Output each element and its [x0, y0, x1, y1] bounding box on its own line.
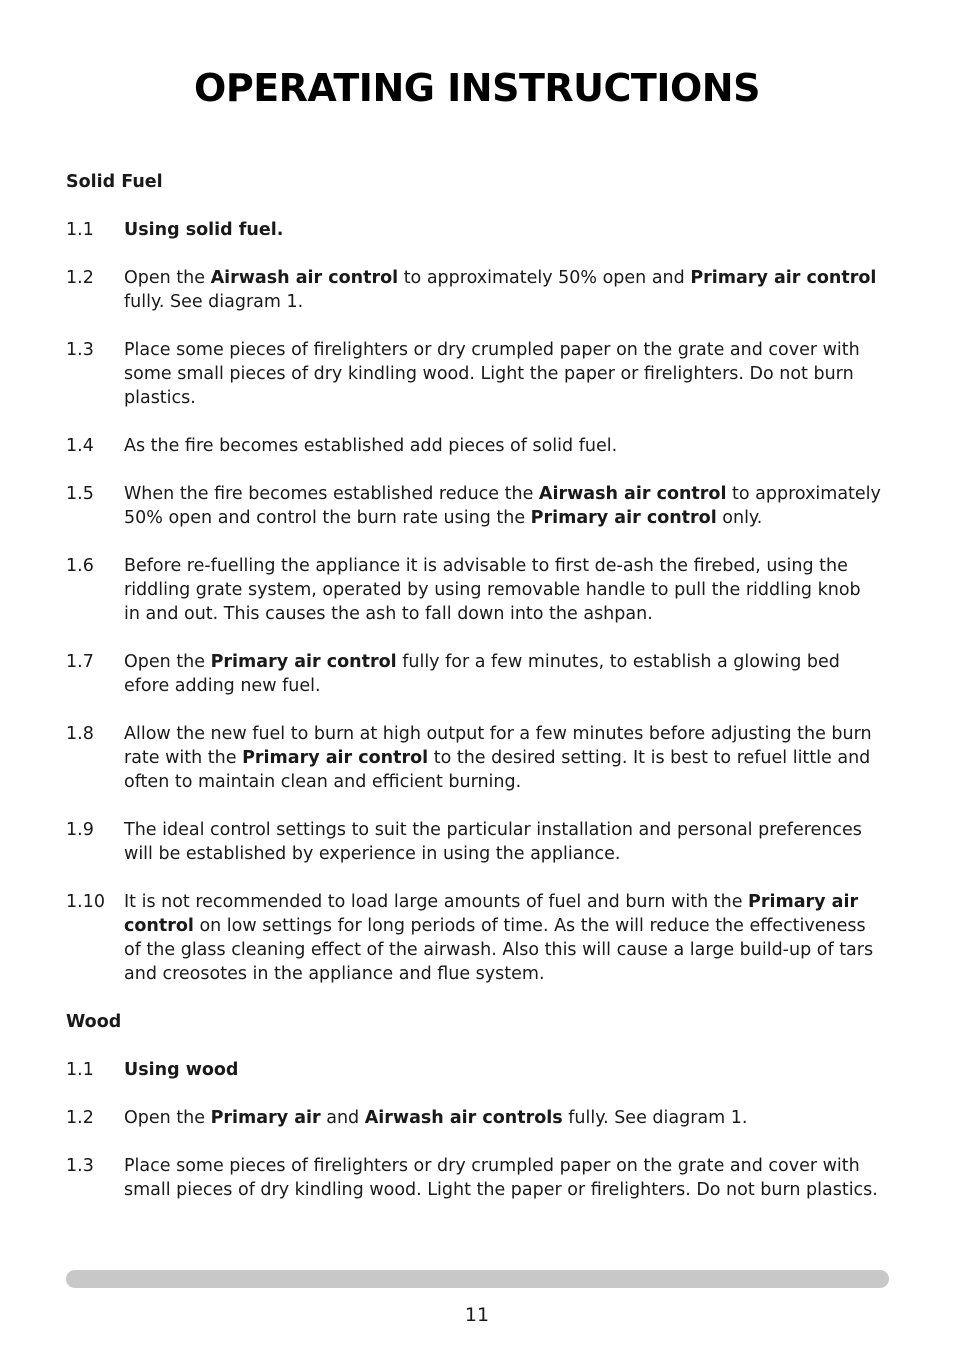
emphasis-text: Primary air — [210, 1108, 321, 1128]
instruction-item — [66, 722, 881, 794]
instruction-number: 1.2 — [66, 1108, 94, 1128]
instruction-item — [66, 890, 881, 986]
instruction-text — [124, 818, 881, 866]
page-title: OPERATING INSTRUCTIONS — [194, 66, 760, 110]
instruction-number: 1.3 — [66, 1156, 94, 1176]
instruction-item — [66, 1106, 881, 1130]
instruction-item — [66, 1058, 881, 1082]
body-text: only. — [716, 508, 763, 528]
body-text: When the fire becomes established reduce the — [124, 484, 539, 504]
emphasis-text: Airwash air controls — [364, 1108, 563, 1128]
instruction-item — [66, 554, 881, 626]
instruction-item — [66, 434, 881, 458]
instruction-number: 1.10 — [66, 892, 105, 912]
body-text: Open the — [124, 1108, 211, 1128]
emphasis-text: Primary air control — [530, 508, 717, 528]
instruction-number: 1.4 — [66, 436, 94, 456]
instruction-number: 1.7 — [66, 652, 94, 672]
instruction-item — [66, 818, 881, 866]
body-text: fully. See diagram 1. — [562, 1108, 748, 1128]
body-text: Open the — [124, 652, 211, 672]
instruction-item — [66, 338, 881, 410]
body-text: Open the — [124, 268, 211, 288]
emphasis-text: Primary air control — [210, 652, 397, 672]
instruction-text — [124, 1106, 881, 1130]
instruction-number: 1.1 — [66, 220, 94, 240]
body-text: As the fire becomes established add pieces of solid fuel. — [124, 436, 618, 456]
instruction-text — [124, 554, 881, 626]
instruction-item — [66, 482, 881, 530]
instruction-text — [124, 218, 881, 242]
emphasis-text: Using solid fuel. — [124, 220, 284, 240]
body-text: on low settings for long periods of time. As the will reduce the effectiveness of the glass cleaning effect of the airwash. Also this will cause a large build-up of tars and creosotes in the appliance and flue system. — [124, 916, 874, 984]
body-text: It is not recommended to load large amounts of fuel and burn with the — [124, 892, 749, 912]
instruction-text — [124, 890, 881, 986]
instruction-item — [66, 1154, 881, 1202]
page-number: 11 — [464, 1304, 490, 1326]
emphasis-text: Primary air control — [690, 268, 877, 288]
body-text: fully. See diagram 1. — [124, 292, 304, 312]
instruction-text — [124, 1154, 881, 1202]
instruction-text — [124, 434, 881, 458]
instruction-number: 1.2 — [66, 268, 94, 288]
emphasis-text: Primary air control — [242, 748, 429, 768]
instructions-body — [66, 170, 881, 1226]
instruction-text — [124, 266, 881, 314]
section-heading: Wood — [66, 1012, 122, 1032]
body-text: and — [320, 1108, 365, 1128]
section-heading: Solid Fuel — [66, 172, 163, 192]
instruction-text — [124, 722, 881, 794]
instruction-item — [66, 218, 881, 242]
emphasis-text: Airwash air control — [210, 268, 399, 288]
instruction-number: 1.5 — [66, 484, 94, 504]
instruction-text — [124, 482, 881, 530]
instruction-text — [124, 338, 881, 410]
instruction-number: 1.3 — [66, 340, 94, 360]
instruction-text — [124, 650, 881, 698]
instruction-number: 1.6 — [66, 556, 94, 576]
instruction-text — [124, 1058, 881, 1082]
body-text: The ideal control settings to suit the particular installation and personal preferences will be established by experience in using the appliance. — [124, 820, 862, 864]
body-text: fully for a few minutes, to establish a glowing bed efore adding new fuel. — [124, 652, 840, 696]
instruction-number: 1.8 — [66, 724, 94, 744]
instruction-item — [66, 650, 881, 698]
body-text: Place some pieces of firelighters or dry crumpled paper on the grate and cover with small pieces of dry kindling wood. Light the paper or firelighters. Do not burn plastics. — [124, 1156, 878, 1200]
footer-divider — [66, 1270, 889, 1288]
body-text: Allow the new fuel to burn at high output for a few minutes before adjusting the burn rate with the — [124, 724, 872, 768]
body-text: to approximately 50% open and control the burn rate using the — [124, 484, 881, 528]
body-text: to the desired setting. It is best to refuel little and often to maintain clean and efficient burning. — [124, 748, 871, 792]
body-text: Place some pieces of firelighters or dry crumpled paper on the grate and cover with some small pieces of dry kindling wood. Light the paper or firelighters. Do not burn plastics. — [124, 340, 860, 408]
emphasis-text: Airwash air control — [538, 484, 727, 504]
body-text: Before re-fuelling the appliance it is advisable to first de-ash the firebed, using the riddling grate system, operated by using removable handle to pull the riddling knob in and out. This causes the ash to fall down into the ashpan. — [124, 556, 861, 624]
instruction-number: 1.1 — [66, 1060, 94, 1080]
emphasis-text: Primary air control — [124, 892, 859, 936]
instruction-number: 1.9 — [66, 820, 94, 840]
body-text: to approximately 50% open and — [398, 268, 691, 288]
instruction-item — [66, 266, 881, 314]
emphasis-text: Using wood — [124, 1060, 239, 1080]
